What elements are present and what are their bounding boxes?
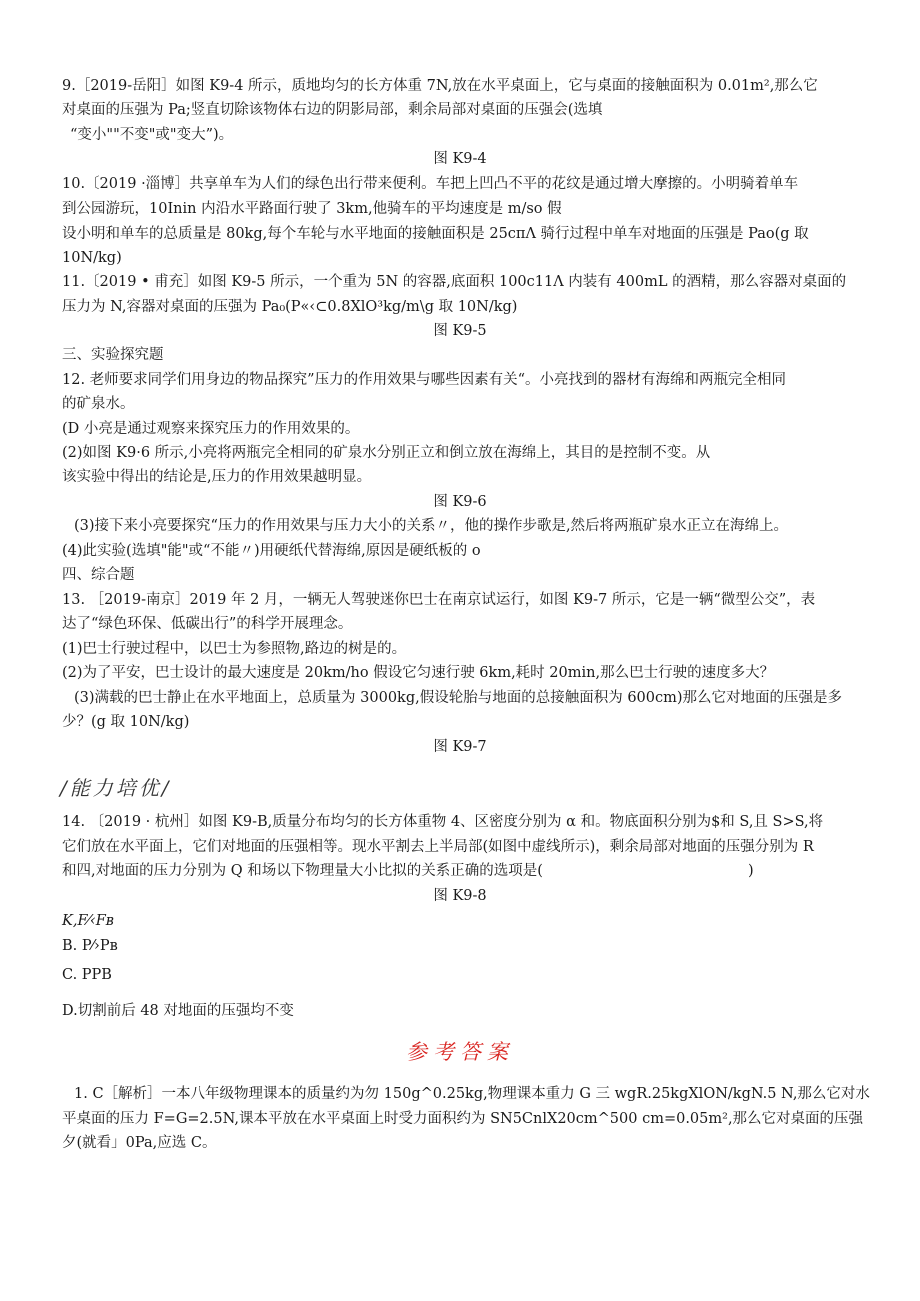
figure-caption-k9-6: 图 K9-6 — [433, 494, 487, 510]
q12-line-5: 该实验中得出的结论是,压力的作用效果越明显。 — [62, 469, 372, 485]
answer-1-line-1: 1. C［解析］一本八年级物理课本的质量约为勿 150g^0.25kg,物理课本重力 G 三 wgR.25kgXlON/kgN.5 N,那么它对水 — [74, 1086, 870, 1102]
q14-option-c: C. PPB — [62, 967, 112, 983]
q10-line-1: 10.〔2019 ·淄博］共享单车为人们的绿色出行带来便利。车把上凹凸不平的花纹是通过增大摩擦的。小明骑着单车 — [62, 176, 799, 192]
figure-caption-k9-4: 图 K9-4 — [433, 151, 487, 167]
q13-line-2: 达了“绿色环保、低碳出行”的科学开展理念。 — [62, 616, 353, 632]
q9-line-2: 对桌面的压强为 Pa;竖直切除该物体右边的阴影局部，剩余局部对桌面的压强会(选填 — [62, 102, 603, 118]
q10-line-3: 设小明和单车的总质量是 80kg,每个车轮与水平地面的接触面积是 25cπΛ 骑行过程中单车对地面的压强是 Pao(g 取 — [62, 226, 809, 242]
q13-line-3: (1)巴士行驶过程中，以巴士为参照物,路边的树是的。 — [62, 641, 407, 657]
q12-line-4: (2)如图 K9·6 所示,小亮将两瓶完全相同的矿泉水分别正立和倒立放在海绵上，其目的是控制不变。从 — [62, 445, 711, 461]
q14-line-1: 14. 〔2019 · 杭州］如图 K9-B,质量分布均匀的长方体重物 4、区密度分别为 α 和。物底面积分别为$和 S,且 S>S,将 — [62, 814, 824, 830]
q12-line-6: (3)接下来小亮要探究“压力的作用效果与压力大小的关系〃，他的操作步歌是,然后将两瓶矿泉水正立在海绵上。 — [74, 518, 789, 534]
q12-line-3: (D 小亮是通过观察来探究压力的作用效果的。 — [62, 421, 360, 437]
figure-caption-k9-7: 图 K9-7 — [433, 739, 487, 755]
q13-line-4: (2)为了平安，巴士设计的最大速度是 20km/ho 假设它匀速行驶 6km,耗时 20min,那么巴士行驶的速度多大？ — [62, 665, 775, 681]
answer-1-line-3: 夕(就看」0Pa,应选 C。 — [62, 1135, 217, 1151]
section-heading-comprehensive: 四、综合题 — [62, 567, 135, 583]
figure-caption-k9-5: 图 K9-5 — [433, 323, 487, 339]
q9-line-3: “变小""不变"或"变大”)。 — [70, 127, 234, 143]
q11-line-2: 压力为 N,容器对桌面的压强为 Pa₀(P«‹⊂0.8XlO³kg/m\g 取 10N/kg) — [62, 299, 518, 315]
q12-line-2: 的矿泉水。 — [62, 396, 135, 412]
figure-caption-k9-8: 图 K9-8 — [433, 888, 487, 904]
q12-line-1: 12. 老师要求同学们用身边的物品探究”压力的作用效果与哪些因素有关“。小亮找到的器材有海绵和两瓶完全相同 — [62, 372, 786, 388]
q14-line-3: 和四,对地面的压力分别为 Q 和场以下物理量大小比拟的关系正确的选项是( — [62, 863, 543, 879]
q13-line-5: (3)满载的巴士静止在水平地面上，总质量为 3000kg,假设轮胎与地面的总接触面积为 600cm)那么它对地面的压强是多 — [74, 690, 843, 706]
answers-title: 参考答案 — [406, 1040, 514, 1064]
answer-1-line-2: 平桌面的压力 F=G=2.5N,课本平放在水平桌面上时受力面积约为 SN5CnlX20cm^500 cm=0.05m²,那么它对桌面的压强 — [62, 1111, 864, 1127]
q14-option-b: B. P⁄›Pʙ — [62, 938, 118, 954]
ability-heading: /能力培优/ — [60, 776, 172, 800]
q14-option-d: D.切割前后 48 对地面的压强均不变 — [62, 1003, 294, 1019]
q9-line-1: 9.［2019-岳阳］如图 K9-4 所示，质地均匀的长方体重 7N,放在水平桌面上，它与桌面的接触面积为 0.01m²,那么它 — [62, 78, 818, 94]
q14-option-a: K,F⁄‹Fʙ — [62, 913, 114, 929]
q10-line-2: 到公园游玩，10Inin 内沿水平路面行驶了 3km,他骑车的平均速度是 m/so 假 — [62, 201, 562, 217]
q14-line-2: 它们放在水平面上，它们对地面的压强相等。现水平割去上半局部(如图中虚线所示)，剩余局部对地面的压强分别为 R — [62, 839, 814, 855]
q11-line-1: 11.〔2019 • 甫充］如图 K9-5 所示，一个重为 5N 的容器,底面积 100c11Λ 内装有 400mL 的酒精，那么容器对桌面的 — [62, 274, 847, 290]
q13-line-1: 13. ［2019-南京］2019 年 2 月，一辆无人驾驶迷你巴士在南京试运行，如图 K9-7 所示，它是一辆“微型公交”，表 — [62, 592, 816, 608]
q14-answer-paren-close: ) — [748, 863, 754, 879]
q10-line-4: 10N/kg) — [62, 250, 122, 266]
section-heading-experiment: 三、实验探究题 — [62, 347, 164, 363]
q12-line-7: (4)此实验(选填"能"或“不能〃)用硬纸代替海绵,原因是硬纸板的 o — [62, 543, 481, 559]
q13-line-6: 少？(g 取 10N/kg) — [62, 714, 190, 730]
